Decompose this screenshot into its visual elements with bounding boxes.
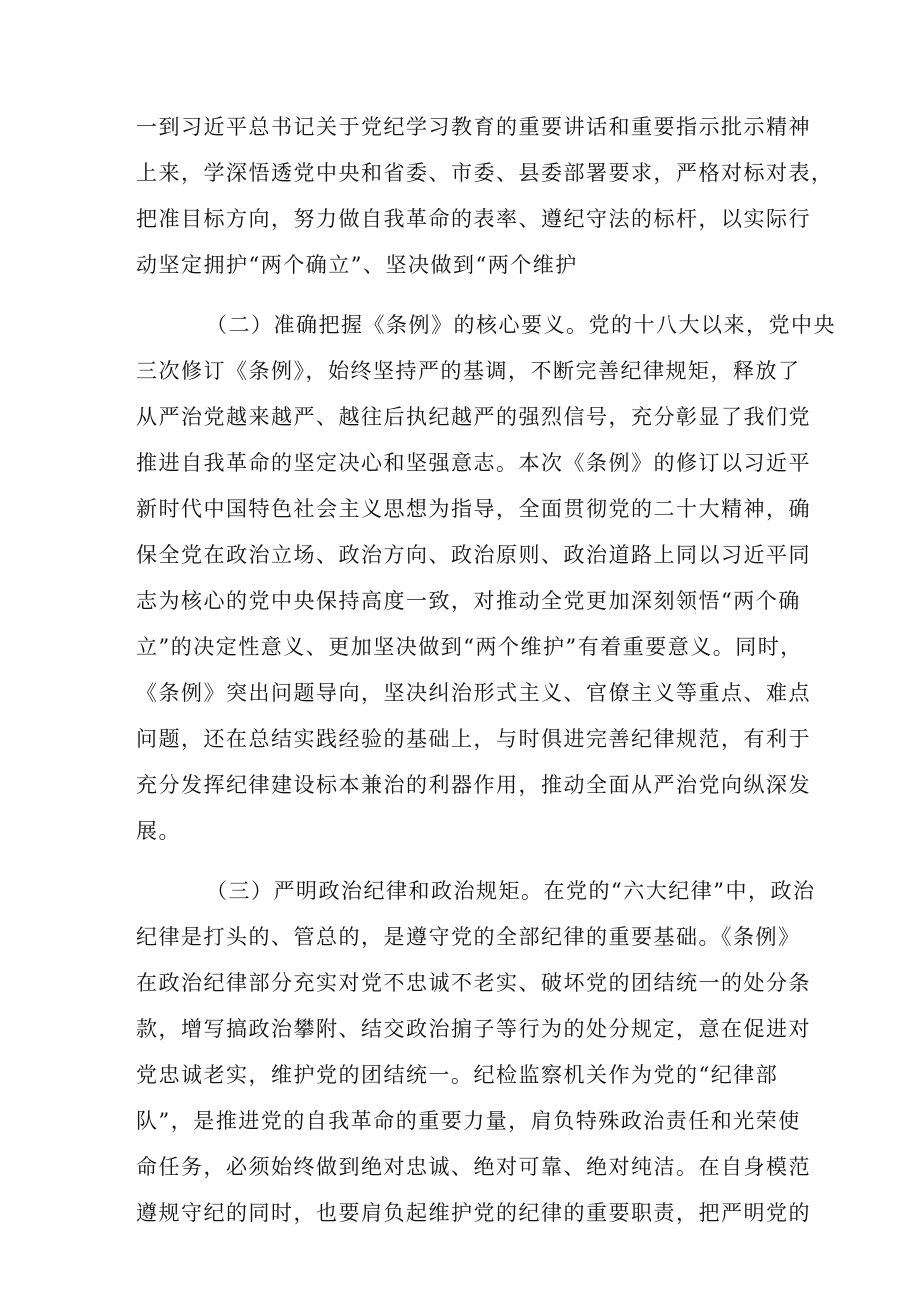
- paragraph-2-line-8: 立”的决定性意义、更加坚决做到“两个维护”有着重要意义。同时，: [136, 635, 803, 659]
- paragraph-2-line-5: 新时代中国特色社会主义思想为指导，全面贯彻党的二十大精神，确: [136, 497, 811, 521]
- paragraph-1-line-4: 动坚定拥护“两个确立”、坚决做到“两个维护: [136, 253, 578, 277]
- paragraph-3-line-4: 款，增写搞政治攀附、结交政治掮子等行为的处分规定，意在促进对: [136, 1017, 811, 1041]
- paragraph-3-line-3: 在政治纪律部分充实对党不忠诚不老实、破坏党的团结统一的处分条: [136, 971, 811, 995]
- paragraph-2-line-11: 充分发挥纪律建设标本兼治的利器作用，推动全面从严治党向纵深发: [136, 773, 811, 797]
- paragraph-3-line-7: 命任务，必须始终做到绝对忠诚、绝对可靠、绝对纯洁。在自身模范: [136, 1155, 811, 1179]
- paragraph-1-line-3: 把准目标方向，努力做自我革命的表率、遵纪守法的标杆，以实际行: [136, 207, 811, 231]
- paragraph-2-line-2: 三次修订《条例》，始终坚持严的基调，不断完善纪律规矩，释放了: [136, 359, 801, 383]
- paragraph-3-line-8: 遵规守纪的同时，也要肩负起维护党的纪律的重要职责，把严明党的: [136, 1201, 811, 1225]
- paragraph-3-line-5: 党忠诚老实，维护党的团结统一。纪检监察机关作为党的“纪律部: [136, 1063, 779, 1087]
- paragraph-2-line-6: 保全党在政治立场、政治方向、政治原则、政治道路上同以习近平同: [136, 543, 811, 567]
- paragraph-2-line-9: 《条例》突出问题导向，坚决纠治形式主义、官僚主义等重点、难点: [136, 681, 811, 705]
- paragraph-3-line-1: （三）严明政治纪律和政治规矩。在党的“六大纪律”中，政治: [206, 879, 816, 903]
- paragraph-1-line-1: 一到习近平总书记关于党纪学习教育的重要讲话和重要指示批示精神: [136, 115, 811, 139]
- paragraph-2-line-12: 展。: [136, 819, 181, 843]
- paragraph-3-line-2: 纪律是打头的、管总的，是遵守党的全部纪律的重要基础。《条例》: [136, 925, 801, 949]
- paragraph-2-line-3: 从严治党越来越严、越往后执纪越严的强烈信号，充分彰显了我们党: [136, 405, 811, 429]
- paragraph-2-line-10: 问题，还在总结实践经验的基础上，与时俱进完善纪律规范，有利于: [136, 727, 811, 751]
- paragraph-2-line-1: （二）准确把握《条例》的核心要义。党的十八大以来，党中央: [206, 313, 836, 337]
- paragraph-3-line-6: 队”，是推进党的自我革命的重要力量，肩负特殊政治责任和光荣使: [136, 1109, 801, 1133]
- paragraph-1-line-2: 上来，学深悟透党中央和省委、市委、县委部署要求，严格对标对表，: [136, 161, 834, 185]
- paragraph-2-line-7: 志为核心的党中央保持高度一致，对推动全党更加深刻领悟“两个确: [136, 589, 801, 613]
- paragraph-2-line-4: 推进自我革命的坚定决心和坚强意志。本次《条例》的修订以习近平: [136, 451, 811, 475]
